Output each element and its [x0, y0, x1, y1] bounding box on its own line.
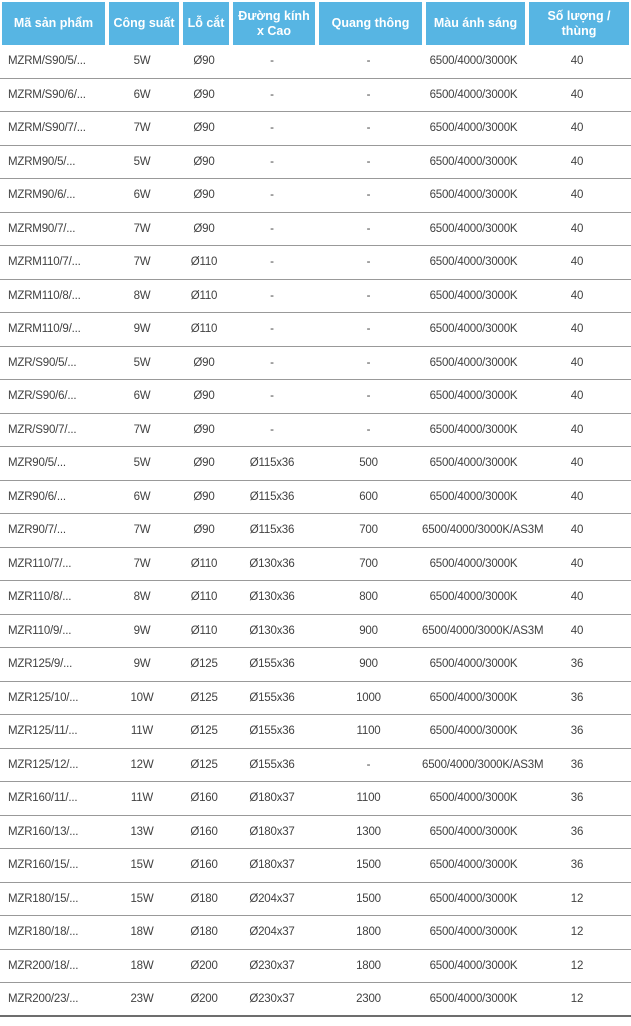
table-row: [0, 916, 631, 950]
table-row: [0, 983, 631, 1017]
cell-light-color: 6500/4000/3000K: [429, 557, 518, 570]
cell-light-color: 6500/4000/3000K/AS3M: [422, 624, 544, 637]
cell-light-color: 6500/4000/3000K: [429, 825, 518, 838]
cell-diameter-height: Ø115x36: [249, 490, 295, 503]
cell-light-color: 6500/4000/3000K: [429, 289, 518, 302]
cell-diameter-height: -: [270, 423, 274, 436]
cell-power: 7W: [133, 222, 151, 235]
cell-diameter-height: Ø130x36: [249, 557, 295, 570]
table-row: [0, 414, 631, 448]
cell-diameter-height: -: [270, 88, 274, 101]
cell-power: 15W: [130, 892, 154, 905]
table-row: [0, 548, 631, 582]
cell-luminous-flux: 500: [359, 457, 378, 470]
cell-product-code: MZR160/11/...: [8, 792, 78, 805]
cell-product-code: MZRM110/9/...: [8, 323, 81, 336]
cell-power: 9W: [133, 624, 151, 637]
cell-product-code: MZR110/7/...: [8, 557, 72, 570]
cell-diameter-height: Ø180x37: [249, 859, 295, 872]
cell-qty-per-box: 12: [570, 892, 584, 905]
table-row: [0, 682, 631, 716]
cell-diameter-height: -: [270, 323, 274, 336]
cell-product-code: MZR180/15/...: [8, 892, 79, 905]
cell-luminous-flux: -: [366, 323, 371, 336]
cell-luminous-flux: 2300: [356, 992, 381, 1005]
cell-qty-per-box: 40: [570, 289, 584, 302]
cell-product-code: MZRM/S90/5/...: [8, 55, 86, 68]
table-row: [0, 380, 631, 414]
cell-diameter-height: -: [270, 390, 274, 403]
cell-light-color: 6500/4000/3000K: [429, 859, 518, 872]
cell-qty-per-box: 40: [570, 55, 584, 68]
column-header-cut-hole: Lỗ cắt: [179, 2, 229, 45]
table-row: [0, 481, 631, 515]
cell-qty-per-box: 36: [570, 658, 584, 671]
cell-luminous-flux: 1300: [356, 825, 381, 838]
cell-qty-per-box: 36: [570, 792, 584, 805]
cell-power: 7W: [133, 557, 151, 570]
cell-qty-per-box: 40: [570, 356, 584, 369]
cell-cut-hole: Ø90: [193, 189, 215, 202]
table-row: [0, 280, 631, 314]
cell-luminous-flux: -: [366, 256, 371, 269]
cell-power: 5W: [133, 155, 151, 168]
cell-diameter-height: Ø230x37: [249, 959, 295, 972]
cell-luminous-flux: -: [366, 390, 371, 403]
cell-luminous-flux: 700: [359, 524, 378, 537]
cell-luminous-flux: -: [366, 423, 371, 436]
cell-diameter-height: -: [270, 155, 274, 168]
cell-diameter-height: Ø180x37: [249, 792, 295, 805]
cell-cut-hole: Ø110: [190, 289, 218, 302]
cell-luminous-flux: 1800: [356, 959, 381, 972]
cell-cut-hole: Ø110: [190, 256, 218, 269]
cell-power: 10W: [130, 691, 154, 704]
cell-cut-hole: Ø110: [190, 591, 218, 604]
table-row: [0, 648, 631, 682]
cell-power: 13W: [130, 825, 154, 838]
cell-product-code: MZR/S90/6/...: [8, 390, 77, 403]
cell-diameter-height: Ø204x37: [249, 892, 295, 905]
cell-power: 5W: [133, 55, 151, 68]
cell-diameter-height: Ø130x36: [249, 624, 295, 637]
cell-cut-hole: Ø200: [190, 992, 218, 1005]
cell-power: 5W: [133, 356, 151, 369]
cell-qty-per-box: 40: [570, 222, 584, 235]
cell-qty-per-box: 36: [570, 725, 584, 738]
cell-diameter-height: Ø155x36: [249, 758, 295, 771]
cell-light-color: 6500/4000/3000K: [429, 55, 518, 68]
cell-product-code: MZR125/10/...: [8, 691, 79, 704]
cell-power: 12W: [130, 758, 154, 771]
cell-power: 11W: [130, 725, 154, 738]
cell-light-color: 6500/4000/3000K: [429, 155, 518, 168]
cell-diameter-height: Ø155x36: [249, 658, 295, 671]
table-row: [0, 179, 631, 213]
table-row: [0, 45, 631, 79]
cell-luminous-flux: -: [366, 122, 371, 135]
cell-product-code: MZR125/9/...: [8, 658, 73, 671]
cell-light-color: 6500/4000/3000K: [429, 792, 518, 805]
cell-product-code: MZRM110/8/...: [8, 289, 81, 302]
cell-power: 6W: [133, 189, 151, 202]
cell-product-code: MZR125/12/...: [8, 758, 79, 771]
cell-light-color: 6500/4000/3000K: [429, 222, 518, 235]
table-row: [0, 749, 631, 783]
cell-diameter-height: Ø155x36: [249, 725, 295, 738]
table-row: [0, 313, 631, 347]
cell-luminous-flux: -: [366, 289, 371, 302]
cell-luminous-flux: 900: [359, 624, 378, 637]
cell-power: 6W: [133, 88, 151, 101]
cell-power: 8W: [133, 591, 151, 604]
cell-qty-per-box: 40: [570, 457, 584, 470]
cell-cut-hole: Ø160: [190, 792, 218, 805]
table-row: [0, 447, 631, 481]
cell-qty-per-box: 12: [570, 959, 584, 972]
cell-qty-per-box: 40: [570, 256, 584, 269]
cell-cut-hole: Ø180: [190, 892, 218, 905]
cell-power: 11W: [130, 792, 154, 805]
cell-qty-per-box: 36: [570, 825, 584, 838]
cell-light-color: 6500/4000/3000K: [429, 423, 518, 436]
cell-product-code: MZR200/18/...: [8, 959, 79, 972]
cell-product-code: MZR110/9/...: [8, 624, 72, 637]
cell-power: 18W: [130, 959, 154, 972]
cell-light-color: 6500/4000/3000K: [429, 926, 518, 939]
cell-cut-hole: Ø90: [193, 356, 215, 369]
cell-light-color: 6500/4000/3000K: [429, 189, 518, 202]
cell-luminous-flux: -: [366, 758, 371, 771]
cell-diameter-height: -: [270, 356, 274, 369]
table-row: [0, 347, 631, 381]
cell-qty-per-box: 40: [570, 88, 584, 101]
table-row: [0, 816, 631, 850]
cell-cut-hole: Ø125: [190, 758, 218, 771]
cell-luminous-flux: 1800: [356, 926, 381, 939]
cell-qty-per-box: 40: [570, 557, 584, 570]
cell-light-color: 6500/4000/3000K: [429, 323, 518, 336]
table-row: [0, 146, 631, 180]
column-header-product-code: Mã sản phẩm: [2, 2, 105, 45]
cell-light-color: 6500/4000/3000K/AS3M: [422, 758, 544, 771]
cell-qty-per-box: 36: [570, 758, 584, 771]
cell-cut-hole: Ø125: [190, 691, 218, 704]
cell-cut-hole: Ø110: [190, 624, 218, 637]
cell-power: 23W: [130, 992, 154, 1005]
cell-cut-hole: Ø125: [190, 658, 218, 671]
cell-diameter-height: -: [270, 289, 274, 302]
cell-cut-hole: Ø90: [193, 490, 215, 503]
cell-light-color: 6500/4000/3000K: [429, 88, 518, 101]
cell-power: 9W: [133, 658, 151, 671]
cell-power: 15W: [130, 859, 154, 872]
cell-qty-per-box: 40: [570, 591, 584, 604]
table-row: [0, 782, 631, 816]
cell-cut-hole: Ø200: [190, 959, 218, 972]
cell-diameter-height: Ø204x37: [249, 926, 295, 939]
cell-light-color: 6500/4000/3000K: [429, 892, 518, 905]
cell-product-code: MZR110/8/...: [8, 591, 72, 604]
cell-luminous-flux: -: [366, 222, 371, 235]
cell-product-code: MZR90/7/...: [8, 524, 66, 537]
cell-luminous-flux: 600: [359, 490, 378, 503]
cell-cut-hole: Ø90: [193, 88, 215, 101]
table-row: [0, 514, 631, 548]
cell-power: 8W: [133, 289, 151, 302]
cell-diameter-height: Ø130x36: [249, 591, 295, 604]
cell-cut-hole: Ø180: [190, 926, 218, 939]
cell-luminous-flux: 1500: [356, 859, 381, 872]
cell-light-color: 6500/4000/3000K: [429, 356, 518, 369]
cell-product-code: MZR/S90/7/...: [8, 423, 77, 436]
cell-luminous-flux: 1500: [356, 892, 381, 905]
cell-diameter-height: Ø180x37: [249, 825, 295, 838]
cell-light-color: 6500/4000/3000K/AS3M: [422, 524, 544, 537]
column-header-diameter-height: Đường kính x Cao: [229, 2, 315, 45]
cell-qty-per-box: 40: [570, 423, 584, 436]
cell-cut-hole: Ø110: [190, 557, 218, 570]
cell-qty-per-box: 40: [570, 624, 584, 637]
cell-qty-per-box: 40: [570, 155, 584, 168]
cell-cut-hole: Ø110: [190, 323, 218, 336]
cell-power: 18W: [130, 926, 154, 939]
cell-luminous-flux: -: [366, 189, 371, 202]
cell-diameter-height: -: [270, 55, 274, 68]
table-row: [0, 849, 631, 883]
cell-cut-hole: Ø90: [193, 390, 215, 403]
cell-light-color: 6500/4000/3000K: [429, 725, 518, 738]
cell-product-code: MZRM/S90/6/...: [8, 88, 86, 101]
cell-light-color: 6500/4000/3000K: [429, 992, 518, 1005]
cell-light-color: 6500/4000/3000K: [429, 591, 518, 604]
cell-cut-hole: Ø90: [193, 155, 215, 168]
cell-cut-hole: Ø160: [190, 859, 218, 872]
table-row: [0, 950, 631, 984]
cell-light-color: 6500/4000/3000K: [429, 122, 518, 135]
cell-luminous-flux: -: [366, 356, 371, 369]
cell-light-color: 6500/4000/3000K: [429, 691, 518, 704]
cell-luminous-flux: 900: [359, 658, 378, 671]
cell-diameter-height: Ø230x37: [249, 992, 295, 1005]
cell-cut-hole: Ø90: [193, 457, 215, 470]
column-header-power: Công suất: [105, 2, 179, 45]
cell-power: 7W: [133, 256, 151, 269]
cell-qty-per-box: 12: [570, 992, 584, 1005]
cell-qty-per-box: 36: [570, 691, 584, 704]
cell-cut-hole: Ø90: [193, 222, 215, 235]
cell-diameter-height: -: [270, 122, 274, 135]
cell-product-code: MZRM110/7/...: [8, 256, 81, 269]
table-row: [0, 246, 631, 280]
cell-power: 5W: [133, 457, 151, 470]
cell-qty-per-box: 40: [570, 189, 584, 202]
cell-product-code: MZRM90/7/...: [8, 222, 76, 235]
cell-power: 6W: [133, 490, 151, 503]
table-body: [0, 45, 631, 1017]
cell-qty-per-box: 36: [570, 859, 584, 872]
table-row: [0, 581, 631, 615]
cell-diameter-height: Ø155x36: [249, 691, 295, 704]
cell-luminous-flux: 800: [359, 591, 378, 604]
cell-product-code: MZRM/S90/7/...: [8, 122, 86, 135]
column-header-qty-per-box: Số lượng / thùng: [525, 2, 629, 45]
cell-power: 9W: [133, 323, 151, 336]
cell-diameter-height: -: [270, 189, 274, 202]
cell-luminous-flux: 1100: [356, 725, 381, 738]
cell-cut-hole: Ø90: [193, 122, 215, 135]
cell-power: 7W: [133, 122, 151, 135]
cell-product-code: MZR125/11/...: [8, 725, 78, 738]
cell-qty-per-box: 40: [570, 323, 584, 336]
table-row: [0, 79, 631, 113]
cell-luminous-flux: 1100: [356, 792, 381, 805]
cell-luminous-flux: -: [366, 88, 371, 101]
table-row: [0, 615, 631, 649]
cell-power: 6W: [133, 390, 151, 403]
cell-luminous-flux: 1000: [356, 691, 381, 704]
cell-product-code: MZR160/13/...: [8, 825, 79, 838]
cell-light-color: 6500/4000/3000K: [429, 959, 518, 972]
cell-diameter-height: -: [270, 256, 274, 269]
cell-qty-per-box: 12: [570, 926, 584, 939]
table-row: [0, 213, 631, 247]
cell-light-color: 6500/4000/3000K: [429, 490, 518, 503]
column-header-luminous-flux: Quang thông: [315, 2, 422, 45]
cell-diameter-height: Ø115x36: [249, 457, 295, 470]
cell-power: 7W: [133, 423, 151, 436]
cell-light-color: 6500/4000/3000K: [429, 390, 518, 403]
table-row: [0, 715, 631, 749]
table-row: [0, 112, 631, 146]
cell-light-color: 6500/4000/3000K: [429, 256, 518, 269]
cell-product-code: MZR90/6/...: [8, 490, 66, 503]
cell-luminous-flux: 700: [359, 557, 378, 570]
product-spec-table: [0, 2, 631, 1017]
cell-qty-per-box: 40: [570, 490, 584, 503]
cell-qty-per-box: 40: [570, 524, 584, 537]
cell-product-code: MZR180/18/...: [8, 926, 79, 939]
cell-qty-per-box: 40: [570, 390, 584, 403]
cell-product-code: MZRM90/5/...: [8, 155, 76, 168]
table-header-row: [0, 2, 631, 45]
cell-luminous-flux: -: [366, 155, 371, 168]
cell-diameter-height: Ø115x36: [249, 524, 295, 537]
cell-cut-hole: Ø160: [190, 825, 218, 838]
cell-power: 7W: [133, 524, 151, 537]
cell-light-color: 6500/4000/3000K: [429, 658, 518, 671]
cell-product-code: MZRM90/6/...: [8, 189, 76, 202]
cell-product-code: MZR160/15/...: [8, 859, 79, 872]
cell-cut-hole: Ø90: [193, 55, 215, 68]
column-header-light-color: Màu ánh sáng: [422, 2, 525, 45]
cell-cut-hole: Ø90: [193, 524, 215, 537]
cell-qty-per-box: 40: [570, 122, 584, 135]
cell-luminous-flux: -: [366, 55, 371, 68]
cell-light-color: 6500/4000/3000K: [429, 457, 518, 470]
table-row: [0, 883, 631, 917]
cell-product-code: MZR/S90/5/...: [8, 356, 77, 369]
cell-cut-hole: Ø125: [190, 725, 218, 738]
cell-cut-hole: Ø90: [193, 423, 215, 436]
cell-diameter-height: -: [270, 222, 274, 235]
cell-product-code: MZR90/5/...: [8, 457, 66, 470]
cell-product-code: MZR200/23/...: [8, 992, 79, 1005]
